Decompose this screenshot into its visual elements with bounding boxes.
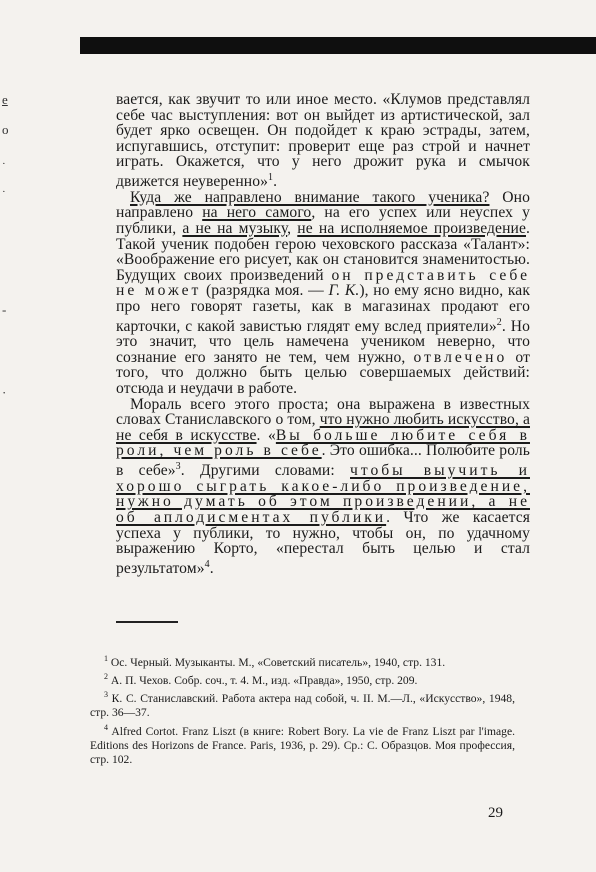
margin-mark: ·: [2, 186, 6, 198]
footnote-separator: [116, 621, 178, 623]
margin-mark: ·: [2, 385, 7, 400]
body-text: [116, 92, 530, 577]
footnote-ref: 1: [268, 171, 274, 183]
text-run: он представить себе не может: [116, 266, 530, 300]
text-run: . Это ошибка... Полюбите роль в себе»: [116, 442, 530, 480]
paragraph-2: [116, 190, 530, 397]
text-run: Мораль всего этого проста; она выражена в известных словах Станиславского о том,: [116, 395, 530, 429]
text-run: . Что же касается успеха у публики, то нужно, чтобы он, по удачному выражению Корто, «перестал быть целью и стал результатом»: [116, 509, 530, 577]
footnote-3: [90, 688, 515, 720]
underlined-text: Куда же направлено внимание такого ученика?: [130, 188, 490, 206]
underlined-text: Вы больше любите себя в роли, чем роль в себе: [116, 426, 530, 460]
text-run: . «: [256, 426, 276, 444]
underlined-text: на него самого: [202, 204, 312, 222]
margin-mark: ·: [2, 158, 6, 170]
footnote-ref: 3: [175, 461, 181, 473]
footnote-text: А. П. Чехов. Собр. соч., т. 4. М., изд. «Правда», 1950, стр. 209.: [110, 674, 418, 688]
underlined-text: чтобы выучить и хорошо сыграть какое-либо произведение, нужно думать об этом произведении, а не об аплодисментах публики: [116, 462, 530, 526]
footnote-text: К. С. Станиславский. Работа актера над собой, ч. II. М.—Л., «Искусство», 1948, стр. 36—37.: [90, 692, 515, 720]
underlined-text: а не на музыку: [182, 219, 288, 237]
underlined-text: не на исполняемое произведение: [297, 219, 526, 237]
footnote-text: Ос. Черный. Музыканты. М., «Советский писатель», 1940, стр. 131.: [110, 655, 446, 669]
footnote-ref: 4: [204, 558, 210, 570]
text-run: . Другими словами:: [180, 462, 350, 480]
text-run: ,: [287, 219, 298, 237]
footnotes: [90, 652, 515, 768]
text-run: . Такой ученик подобен герою чеховского рассказа «Талант»: «Воображение его рисует, как он становится знаменитостью. Будущих своих произведений: [116, 219, 530, 284]
footnote-number: 1: [104, 654, 108, 663]
text-run: , на его успех или неуспех у публики,: [116, 204, 530, 237]
paragraph-1: [116, 92, 530, 190]
footnote-1: [90, 652, 515, 670]
paragraph-3: [116, 397, 530, 577]
footnote-number: 3: [104, 690, 108, 700]
page-number: 29: [488, 805, 503, 821]
underlined-text: что нужно любить искусство, а не себя в искусстве: [116, 411, 530, 444]
margin-mark: -: [2, 302, 7, 317]
top-rule: [80, 37, 596, 54]
footnote-number: 2: [104, 672, 108, 682]
footnote-ref: 2: [496, 316, 502, 328]
text-run: Оно направлено: [116, 188, 531, 222]
footnote-2: [90, 670, 515, 688]
text-run: (разрядка моя. —: [201, 282, 329, 300]
margin-mark: о: [2, 122, 9, 137]
text-run: .: [273, 173, 278, 191]
footnote-4: [90, 721, 515, 768]
text-run: от того, что должно быть целью совершаемых действий: отсюда и неудачи в работе.: [116, 348, 530, 398]
footnote-number: 4: [104, 722, 108, 732]
margin-mark: е: [2, 92, 8, 107]
text-run: Г. К.: [328, 282, 360, 300]
text-run: .: [209, 559, 214, 577]
text-run: ), но ему ясно видно, как про него говорят газеты, как в магазинах продают его карточки, с какой завистью глядят ему вслед приятели»: [116, 282, 530, 335]
text-run: вается, как звучит то или иное место. «Клумов представлял себе час выступления: вот он выйдет из артистической, зал будет ярко освещен. Он подойдет к краю эстрады, затем, испугавшись, отступит: проверит еще раз строй и начнет играть. Окажется, что у него дрожит рука и смычок движется неуверенно»: [116, 91, 530, 191]
text-run: отвлечено: [413, 348, 508, 366]
text-run: . Но это значит, что цель намечена учеником неверно, что сознание его занято не тем, чем нужно,: [116, 317, 530, 366]
footnote-text: Alfred Cortot. Franz Liszt (в книге: Robert Bory. La vie de Franz Liszt par l'image. Editions des Horizons de France. Paris, 1936, p. 29). Ср.: С. Образцов. Моя профессия, стр. 102.: [90, 724, 515, 767]
